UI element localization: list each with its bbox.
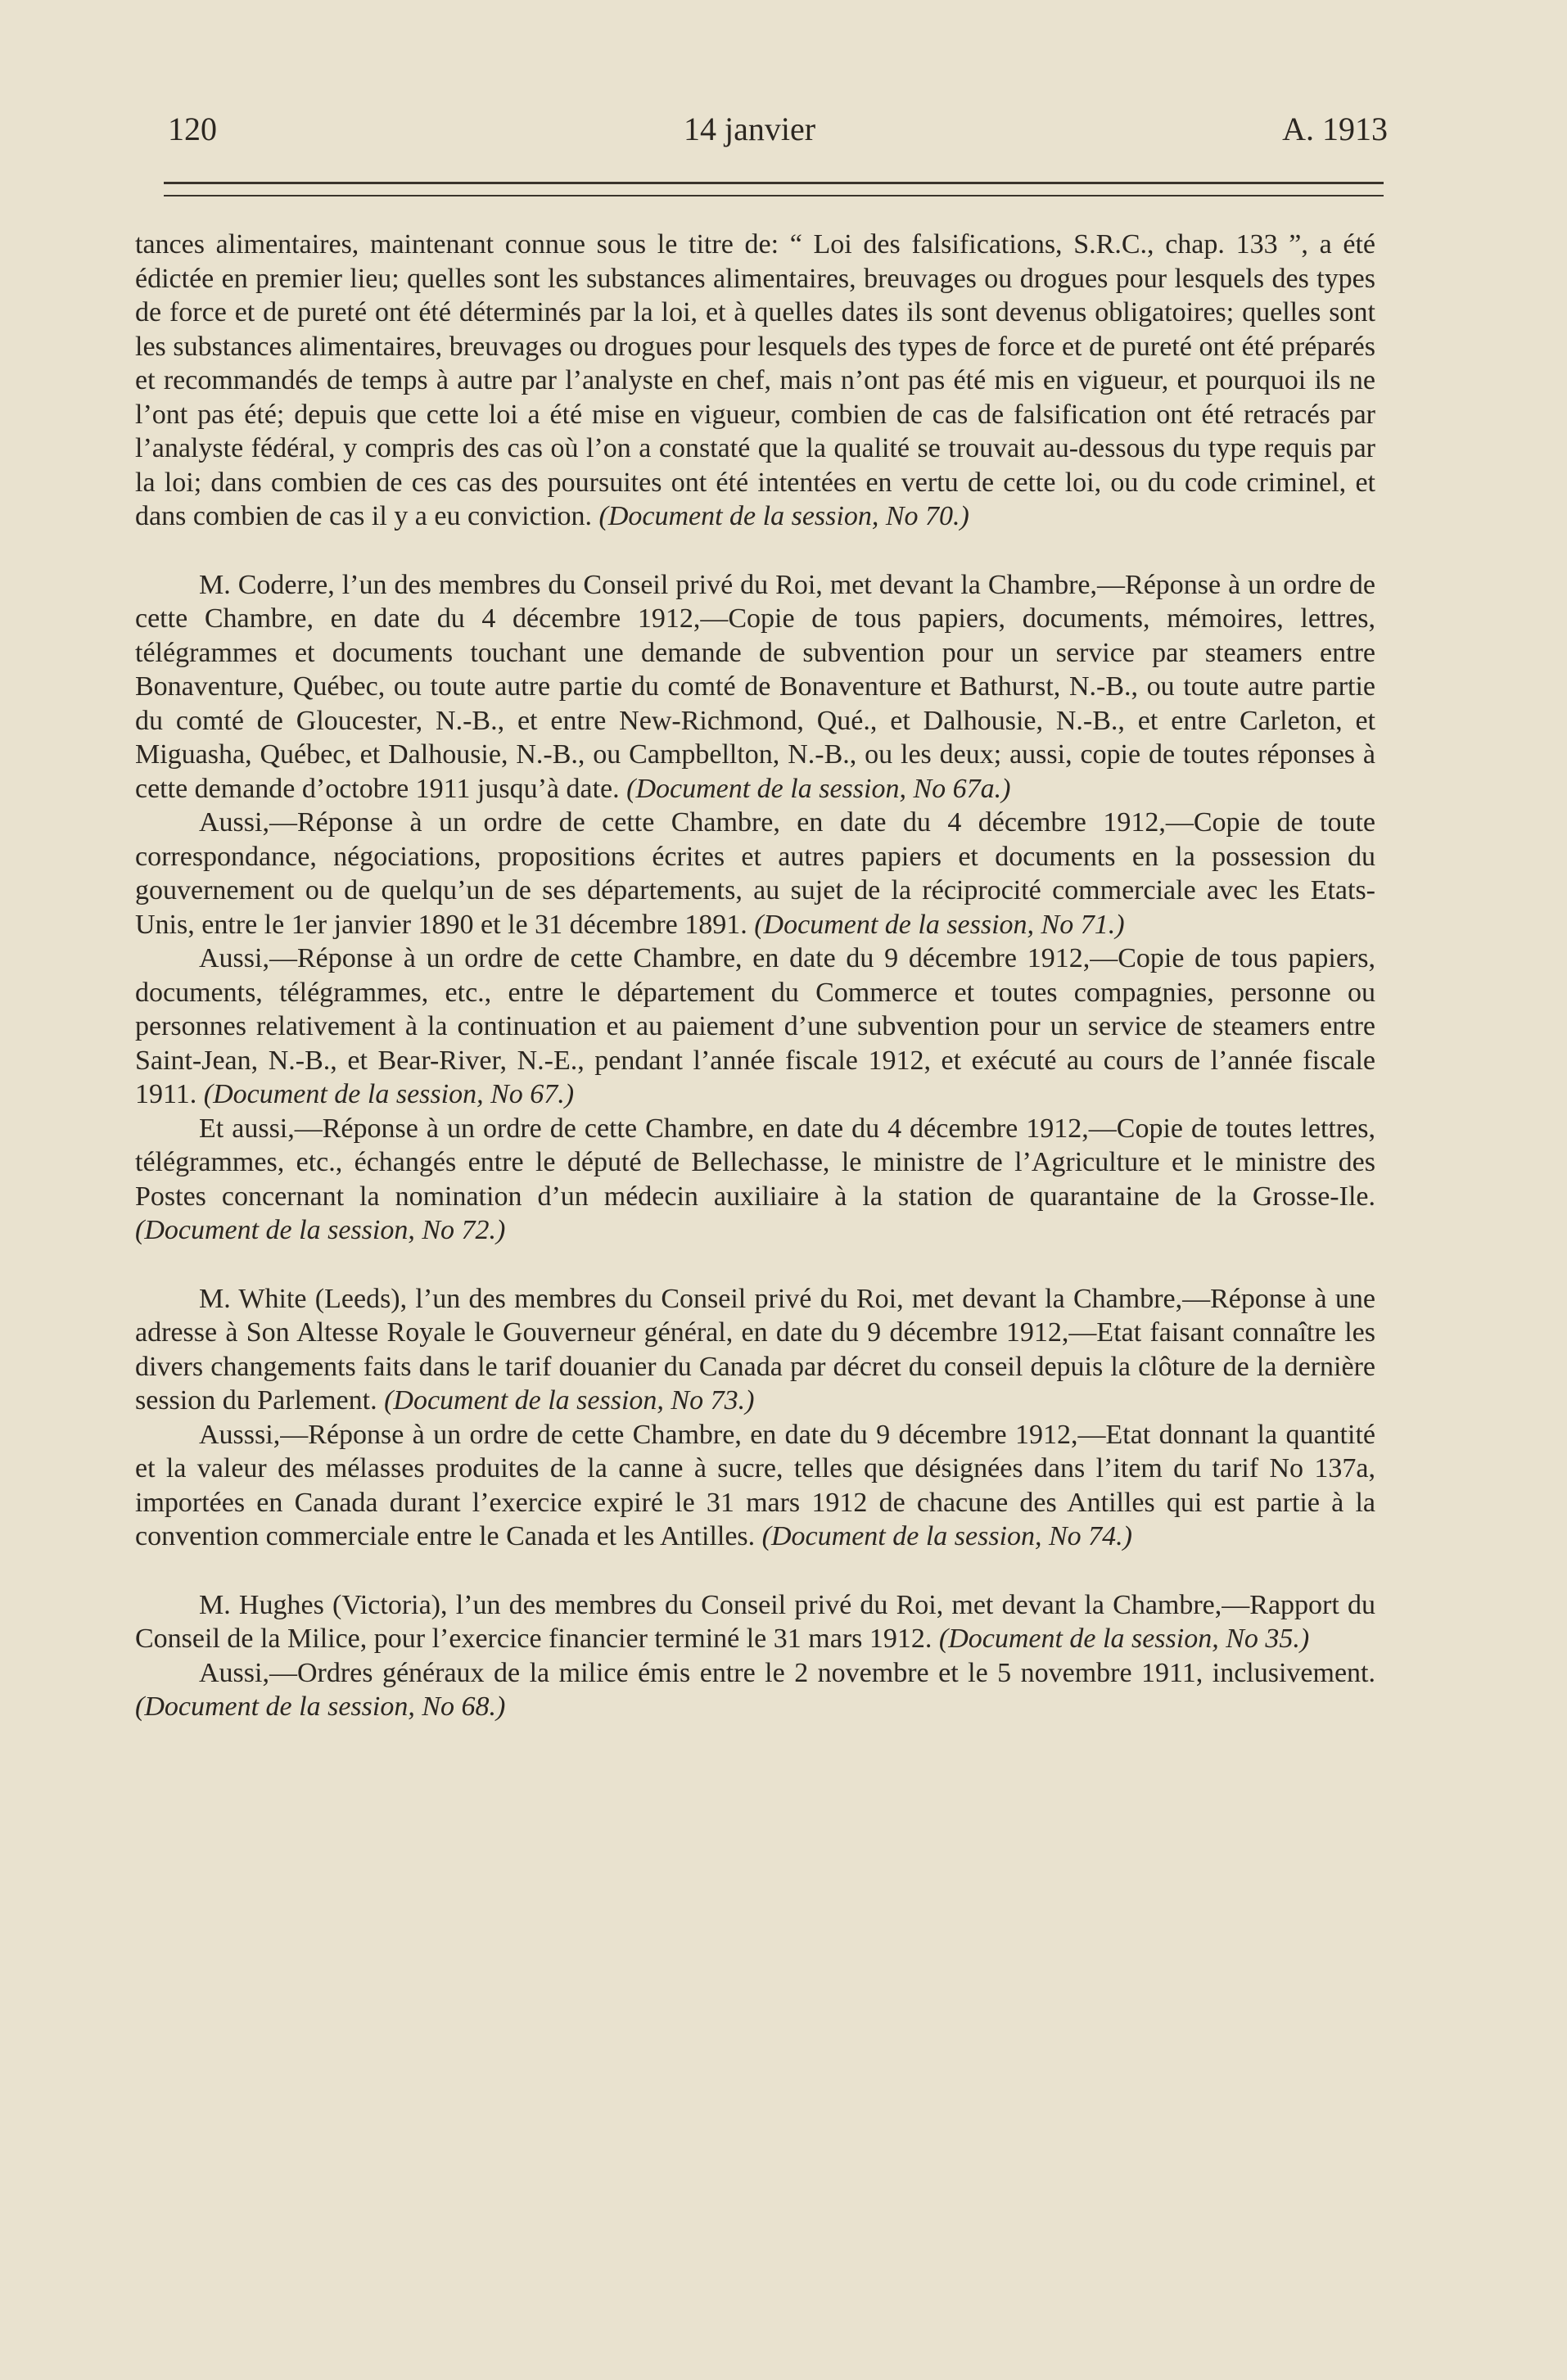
session-document-reference: (Document de la session, No 73.) [384,1385,755,1416]
header-rule-top [164,182,1384,184]
session-document-reference: (Document de la session, No 74.) [761,1521,1132,1551]
session-document-reference: (Document de la session, No 71.) [754,909,1125,940]
session-document-reference: (Document de la session, No 67.) [203,1079,575,1109]
paragraph-6: M. White (Leeds), l’un des membres du Conseil privé du Roi, met devant la Chambre,—Réponse à une adresse à Son Altesse Royale le Gouverneur général, en date du 9 décembre 1912,—Etat faisant connaître les divers changements faits dans le tarif douanier du Canada par décret du conseil depuis la clôture de la dernière session du Parlement. (Document de la session, No 73.) [135,1283,1375,1416]
paragraph-5: Et aussi,—Réponse à un ordre de cette Chambre, en date du 4 décembre 1912,—Copie de toutes lettres, télégrammes, etc., échangés entre le député de Bellechasse, le ministre de l’Agriculture et le ministre des Postes concernant la nomination d’un médecin auxiliaire à la station de quarantaine de la Grosse-Ile. (Document de la session, No 72.) [135,1113,1375,1245]
paragraph-7: Ausssi,—Réponse à un ordre de cette Chambre, en date du 9 décembre 1912,—Etat donnant la quantité et la valeur des mélasses produites de la canne à sucre, telles que désignées dans l’item du tarif No 137a, importées en Canada durant l’exercice expiré le 31 mars 1912 de chacune des Antilles qui est partie à la convention commerciale entre le Canada et les Antilles. (Document de la session, No 74.) [135,1419,1375,1551]
header-year: A. 1913 [1282,111,1388,147]
document-body [135,228,1375,1724]
header-date: 14 janvier [684,111,816,147]
session-document-reference: (Document de la session, No 70.) [598,501,969,531]
header-rule-bottom [164,195,1384,196]
paragraph-2: M. Coderre, l’un des membres du Conseil privé du Roi, met devant la Chambre,—Réponse à un ordre de cette Chambre, en date du 4 décembre 1912,—Copie de tous papiers, documents, mémoires, lettres, télégrammes et documents touchant une demande de subvention pour un service par steamers entre Bonaventure, Québec, ou toute autre partie du comté de Bonaventure et Bathurst, N.-B., ou toute autre partie du comté de Gloucester, N.-B., et entre New-Richmond, Qué., et Dalhousie, N.-B., et entre Carleton, et Miguasha, Québec, et Dalhousie, N.-B., ou Campbellton, N.-B., ou les deux; aussi, copie de toutes réponses à cette demande d’octobre 1911 jusqu’à date. (Document de la session, No 67a.) [135,569,1375,804]
paragraph-3: Aussi,—Réponse à un ordre de cette Chambre, en date du 4 décembre 1912,—Copie de toute correspondance, négociations, propositions écrites et autres papiers et documents en la possession du gouvernement ou de quelqu’un de ses départements, au sujet de la réciprocité commerciale avec les Etats-Unis, entre le 1er janvier 1890 et le 31 décembre 1891. (Document de la session, No 71.) [135,807,1375,940]
page-number: 120 [168,111,217,147]
session-document-reference: (Document de la session, No 67a.) [626,773,1011,804]
session-document-reference: (Document de la session, No 68.) [135,1691,506,1722]
paragraph-8: M. Hughes (Victoria), l’un des membres du Conseil privé du Roi, met devant la Chambre,—Rapport du Conseil de la Milice, pour l’exercice financier terminé le 31 mars 1912. (Document de la session, No 35.) [135,1589,1375,1654]
session-document-reference: (Document de la session, No 72.) [135,1215,506,1245]
paragraph-4: Aussi,—Réponse à un ordre de cette Chambre, en date du 9 décembre 1912,—Copie de tous papiers, documents, télégrammes, etc., entre le département du Commerce et toutes compagnies, personne ou personnes relativement à la continuation et au paiement d’une subvention pour un service de steamers entre Saint-Jean, N.-B., et Bear-River, N.-E., pendant l’année fiscale 1912, et exécuté au cours de l’année fiscale 1911. (Document de la session, No 67.) [135,943,1375,1109]
paragraph-9: Aussi,—Ordres généraux de la milice émis entre le 2 novembre et le 5 novembre 1911, inclusivement. (Document de la session, No 68.) [135,1657,1375,1722]
page-header [168,110,1388,167]
paragraph-1: tances alimentaires, maintenant connue sous le titre de: “ Loi des falsifications, S.R.C., chap. 133 ”, a été édictée en premier lieu; quelles sont les substances alimentaires, breuvages ou drogues pour lesquels des types de force et de pureté ont été déterminés par la loi, et à quelles dates ils sont devenus obligatoires; quelles sont les substances alimentaires, breuvages ou drogues pour lesquels des types de force et de pureté ont été préparés et recommandés de temps à autre par l’analyste en chef, mais n’ont pas été mis en vigueur, et pourquoi ils ne l’ont pas été; depuis que cette loi a été mise en vigueur, combien de cas de falsification ont été retracés par l’analyste fédéral, y compris des cas où l’on a constaté que la qualité se trouvait au-dessous du type requis par la loi; dans combien de ces cas des poursuites ont été intentées en vertu de cette loi, ou du code criminel, et dans combien de cas il y a eu conviction. (Document de la session, No 70.) [135,229,1375,531]
session-document-reference: (Document de la session, No 35.) [938,1624,1310,1654]
